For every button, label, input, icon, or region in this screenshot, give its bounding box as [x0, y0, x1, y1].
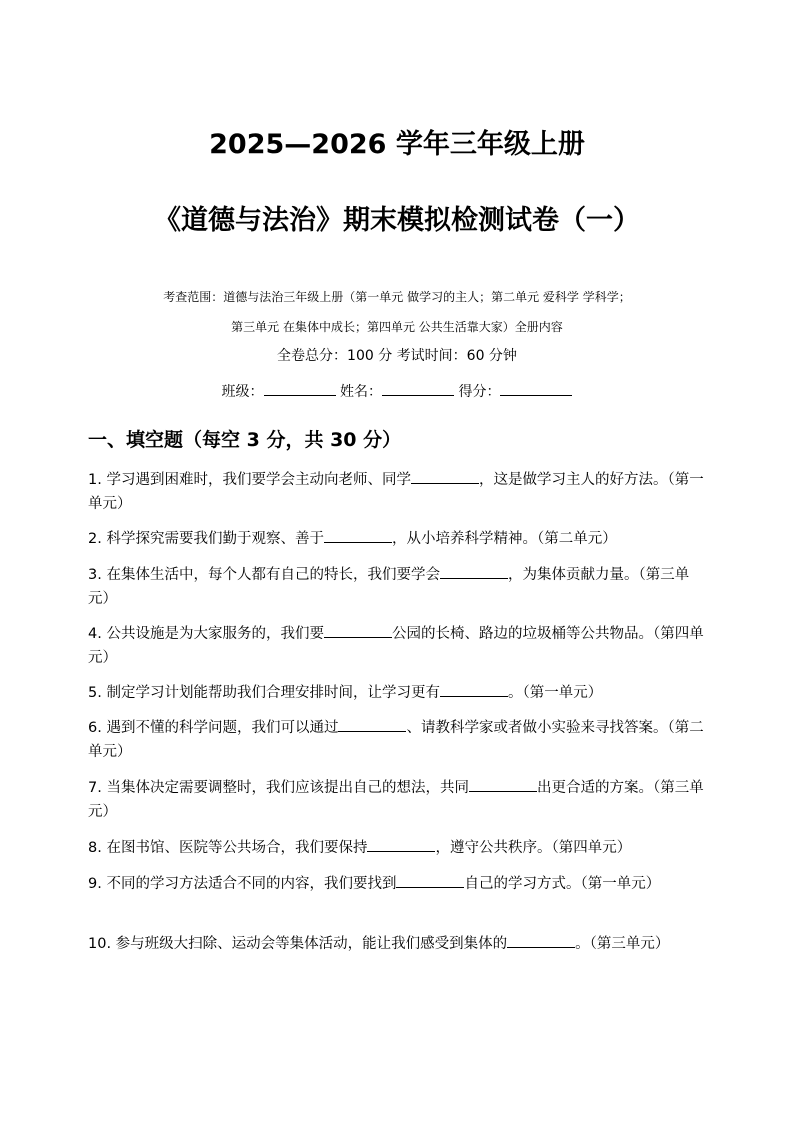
answer-blank — [440, 562, 508, 579]
question-8: 8. 在图书馆、医院等公共场合，我们要保持 ，遵守公共秩序。（第四单元） — [88, 835, 708, 860]
answer-blank — [324, 621, 392, 638]
question-10: 10. 参与班级大扫除、运动会等集体活动，能让我们感受到集体的 。（第三单元） — [88, 931, 708, 956]
answer-blank — [338, 715, 406, 732]
question-7: 7. 当集体决定需要调整时，我们应该提出自己的想法，共同 出更合适的方案。（第三单元） — [88, 775, 708, 824]
answer-blank — [507, 931, 575, 948]
name-label: 姓名： — [340, 384, 382, 400]
question-9: 9. 不同的学习方法适合不同的内容，我们要找到 自己的学习方式。（第一单元） — [88, 871, 708, 896]
question-6: 6. 遇到不懂的科学问题，我们可以通过 、请教科学家或者做小实验来寻找答案。（第二单元） — [88, 715, 708, 764]
answer-blank — [411, 467, 479, 484]
answer-blank — [367, 835, 435, 852]
exam-title-subject: 《道德与法治》期末模拟检测试卷（一） — [154, 205, 640, 236]
question-1: 1. 学习遇到困难时，我们要学会主动向老师、同学 ，这是做学习主人的好方法。（第一单元） — [88, 467, 708, 516]
score-blank — [500, 381, 572, 396]
student-info-row — [0, 381, 794, 401]
score-label: 得分： — [458, 384, 501, 400]
exam-total-and-time: 全卷总分：100 分 考试时间：60 分钟 — [277, 348, 517, 364]
class-blank — [264, 381, 336, 396]
answer-blank — [396, 871, 464, 888]
question-4: 4. 公共设施是为大家服务的，我们要 公园的长椅、路边的垃圾桶等公共物品。（第四单元） — [88, 621, 708, 670]
exam-scope-line-2: 第三单元 在集体中成长；第四单元 公共生活靠大家）全册内容 — [231, 320, 563, 334]
question-3: 3. 在集体生活中，每个人都有自己的特长，我们要学会 ，为集体贡献力量。（第三单元） — [88, 562, 708, 611]
question-5: 5. 制定学习计划能帮助我们合理安排时间，让学习更有 。（第一单元） — [88, 680, 708, 705]
section-heading-fill-in: 一、填空题（每空 3 分，共 30 分） — [88, 429, 402, 451]
name-blank — [382, 381, 454, 396]
answer-blank — [469, 775, 537, 792]
answer-blank — [324, 526, 392, 543]
question-2: 2. 科学探究需要我们勤于观察、善于 ，从小培养科学精神。（第二单元） — [88, 526, 708, 551]
class-label: 班级： — [221, 384, 264, 400]
answer-blank — [440, 680, 508, 697]
exam-scope-line-1: 考查范围：道德与法治三年级上册（第一单元 做学习的主人；第二单元 爱科学 学科学； — [163, 290, 631, 304]
exam-title-year: 2025—2026 学年三年级上册 — [209, 129, 585, 160]
